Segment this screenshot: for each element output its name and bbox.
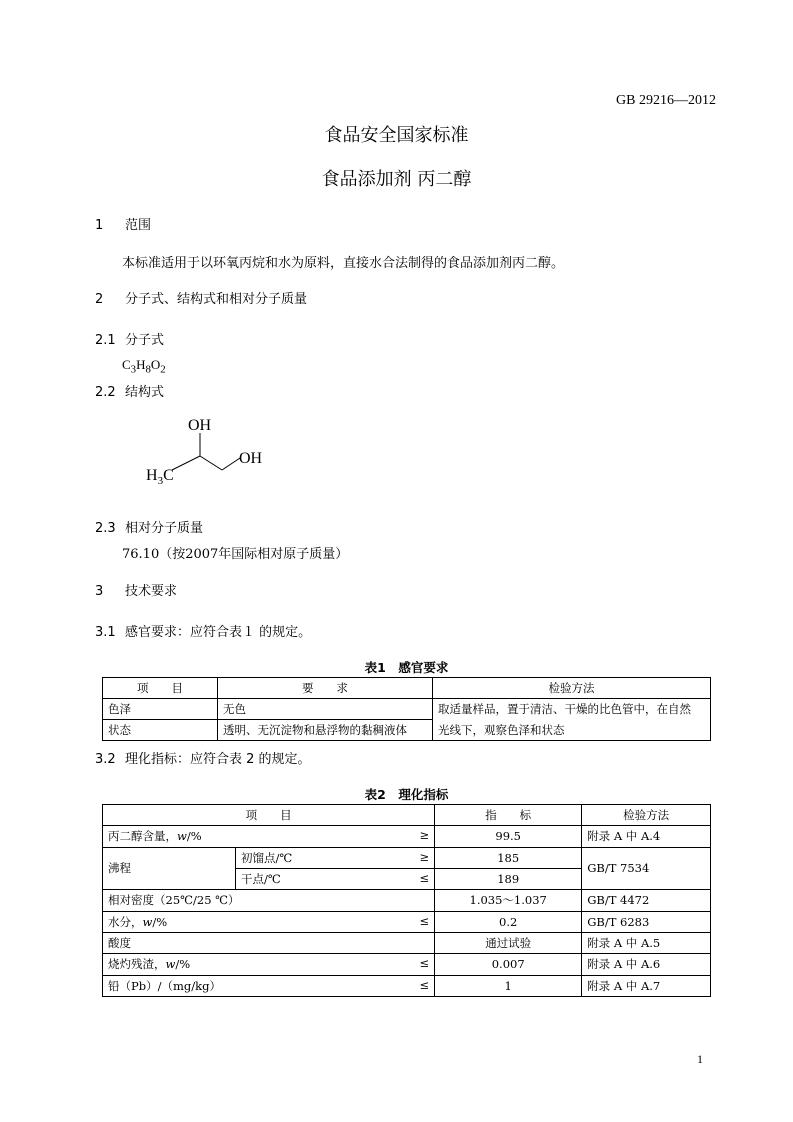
section-number: 2 — [95, 292, 104, 307]
table-row — [103, 847, 711, 868]
table2 — [102, 804, 711, 997]
value-cell: 189 — [435, 868, 582, 889]
section-2-heading — [95, 288, 307, 307]
section-title: 感官要求：应符合表１ 的规定。 — [125, 625, 312, 640]
page-subtitle: 食品添加剂 丙二醇 — [321, 169, 472, 190]
method-cell: GB/T 4472 — [582, 890, 711, 911]
section-title: 技术要求 — [125, 584, 178, 599]
table1 — [102, 677, 711, 741]
section-number: 3.2 — [95, 752, 116, 767]
value-cell: 0.2 — [435, 911, 582, 932]
table1-caption: 表1 感官要求 — [364, 660, 449, 675]
bond-line — [222, 458, 240, 470]
item-cell: 状态 — [103, 720, 218, 741]
table-row — [103, 890, 711, 911]
page-title: 食品安全国家标准 — [324, 125, 469, 146]
table-row — [103, 932, 711, 953]
section-number: 2.3 — [95, 521, 116, 536]
method-cell: 附录 A 中 A.5 — [582, 932, 711, 953]
method-cell: 附录 A 中 A.6 — [582, 954, 711, 975]
header-cell: 检验方法 — [433, 678, 711, 699]
req-cell: 透明、无沉淀物和悬浮物的黏稠液体 — [218, 720, 433, 741]
oh-top-label: OH — [188, 417, 212, 434]
section-3-heading — [95, 580, 177, 599]
value-cell: 1.035～1.037 — [435, 890, 582, 911]
section-title: 范围 — [125, 218, 152, 233]
header-cell: 指 标 — [435, 805, 582, 826]
method-cell: GB/T 6283 — [582, 911, 711, 932]
sub-item-cell: 初馏点/℃ ≥ — [236, 847, 435, 868]
section-2-3-heading — [95, 517, 203, 536]
molecular-formula: $C_3H_8O_2$ — [122, 357, 166, 376]
item-cell: 丙二醇含量，w/% ≥ — [103, 826, 435, 847]
section-2-3-text: 76.10（按2007年国际相对原子质量） — [122, 547, 349, 562]
table-row — [103, 720, 711, 741]
item-cell: 水分，w/% ≤ — [103, 911, 435, 932]
table-row — [103, 699, 711, 720]
section-title: 结构式 — [125, 385, 165, 400]
section-title: 相对分子质量 — [125, 521, 204, 536]
value-cell: 1 — [435, 975, 582, 996]
section-title: 分子式、结构式和相对分子质量 — [125, 292, 308, 307]
item-cell: 相对密度（25℃/25 ℃） — [103, 890, 435, 911]
structural-formula — [140, 410, 280, 490]
method-cell: 附录 A 中 A.7 — [582, 975, 711, 996]
section-number: 2.1 — [95, 333, 116, 348]
table-row — [103, 954, 711, 975]
section-number: 3.1 — [95, 625, 116, 640]
section-1-text: 本标准适用于以环氧丙烷和水为原料，直接水合法制得的食品添加剂丙二醇。 — [122, 256, 565, 271]
section-number: 3 — [95, 584, 104, 599]
section-1-heading — [95, 214, 151, 233]
section-title: 理化指标：应符合表 2 的规定。 — [125, 752, 311, 767]
item-cell: 酸度 — [103, 932, 435, 953]
item-cell: 沸程 — [103, 847, 236, 890]
standard-number: GB 29216—2012 — [616, 93, 716, 108]
section-title: 分子式 — [125, 333, 165, 348]
h3c-label: $H_3C$ — [146, 467, 174, 487]
table-header-row — [103, 678, 711, 699]
sub-item-cell: 干点/℃ ≤ — [236, 868, 435, 889]
value-cell: 0.007 — [435, 954, 582, 975]
page-number: 1 — [697, 1052, 703, 1066]
table2-caption: 表2 理化指标 — [364, 787, 449, 802]
section-3-1-heading — [95, 621, 311, 640]
method-cell: 附录 A 中 A.4 — [582, 826, 711, 847]
item-cell: 烧灼残渣，w/% ≤ — [103, 954, 435, 975]
oh-right-label: OH — [239, 450, 263, 467]
header-cell: 要 求 — [218, 678, 433, 699]
value-cell: 99.5 — [435, 826, 582, 847]
table-row — [103, 911, 711, 932]
method-cell: 取适量样品，置于清洁、干燥的比色管中，在自然 — [433, 699, 711, 720]
section-number: 1 — [95, 218, 104, 233]
method-cell: 光线下，观察色泽和状态 — [433, 720, 711, 741]
header-cell: 项 目 — [103, 805, 435, 826]
value-cell: 通过试验 — [435, 932, 582, 953]
table-row — [103, 826, 711, 847]
method-cell: GB/T 7534 — [582, 847, 711, 890]
item-cell: 铅（Pb）/（mg/kg） ≤ — [103, 975, 435, 996]
section-number: 2.2 — [95, 385, 116, 400]
section-2-2-heading — [95, 381, 164, 400]
table-header-row — [103, 805, 711, 826]
value-cell: 185 — [435, 847, 582, 868]
section-2-1-heading — [95, 329, 164, 348]
section-3-2-heading — [95, 748, 311, 767]
bond-line — [200, 456, 222, 470]
header-cell: 检验方法 — [582, 805, 711, 826]
bond-line — [172, 456, 200, 470]
req-cell: 无色 — [218, 699, 433, 720]
table-row — [103, 975, 711, 996]
header-cell: 项 目 — [103, 678, 218, 699]
item-cell: 色泽 — [103, 699, 218, 720]
